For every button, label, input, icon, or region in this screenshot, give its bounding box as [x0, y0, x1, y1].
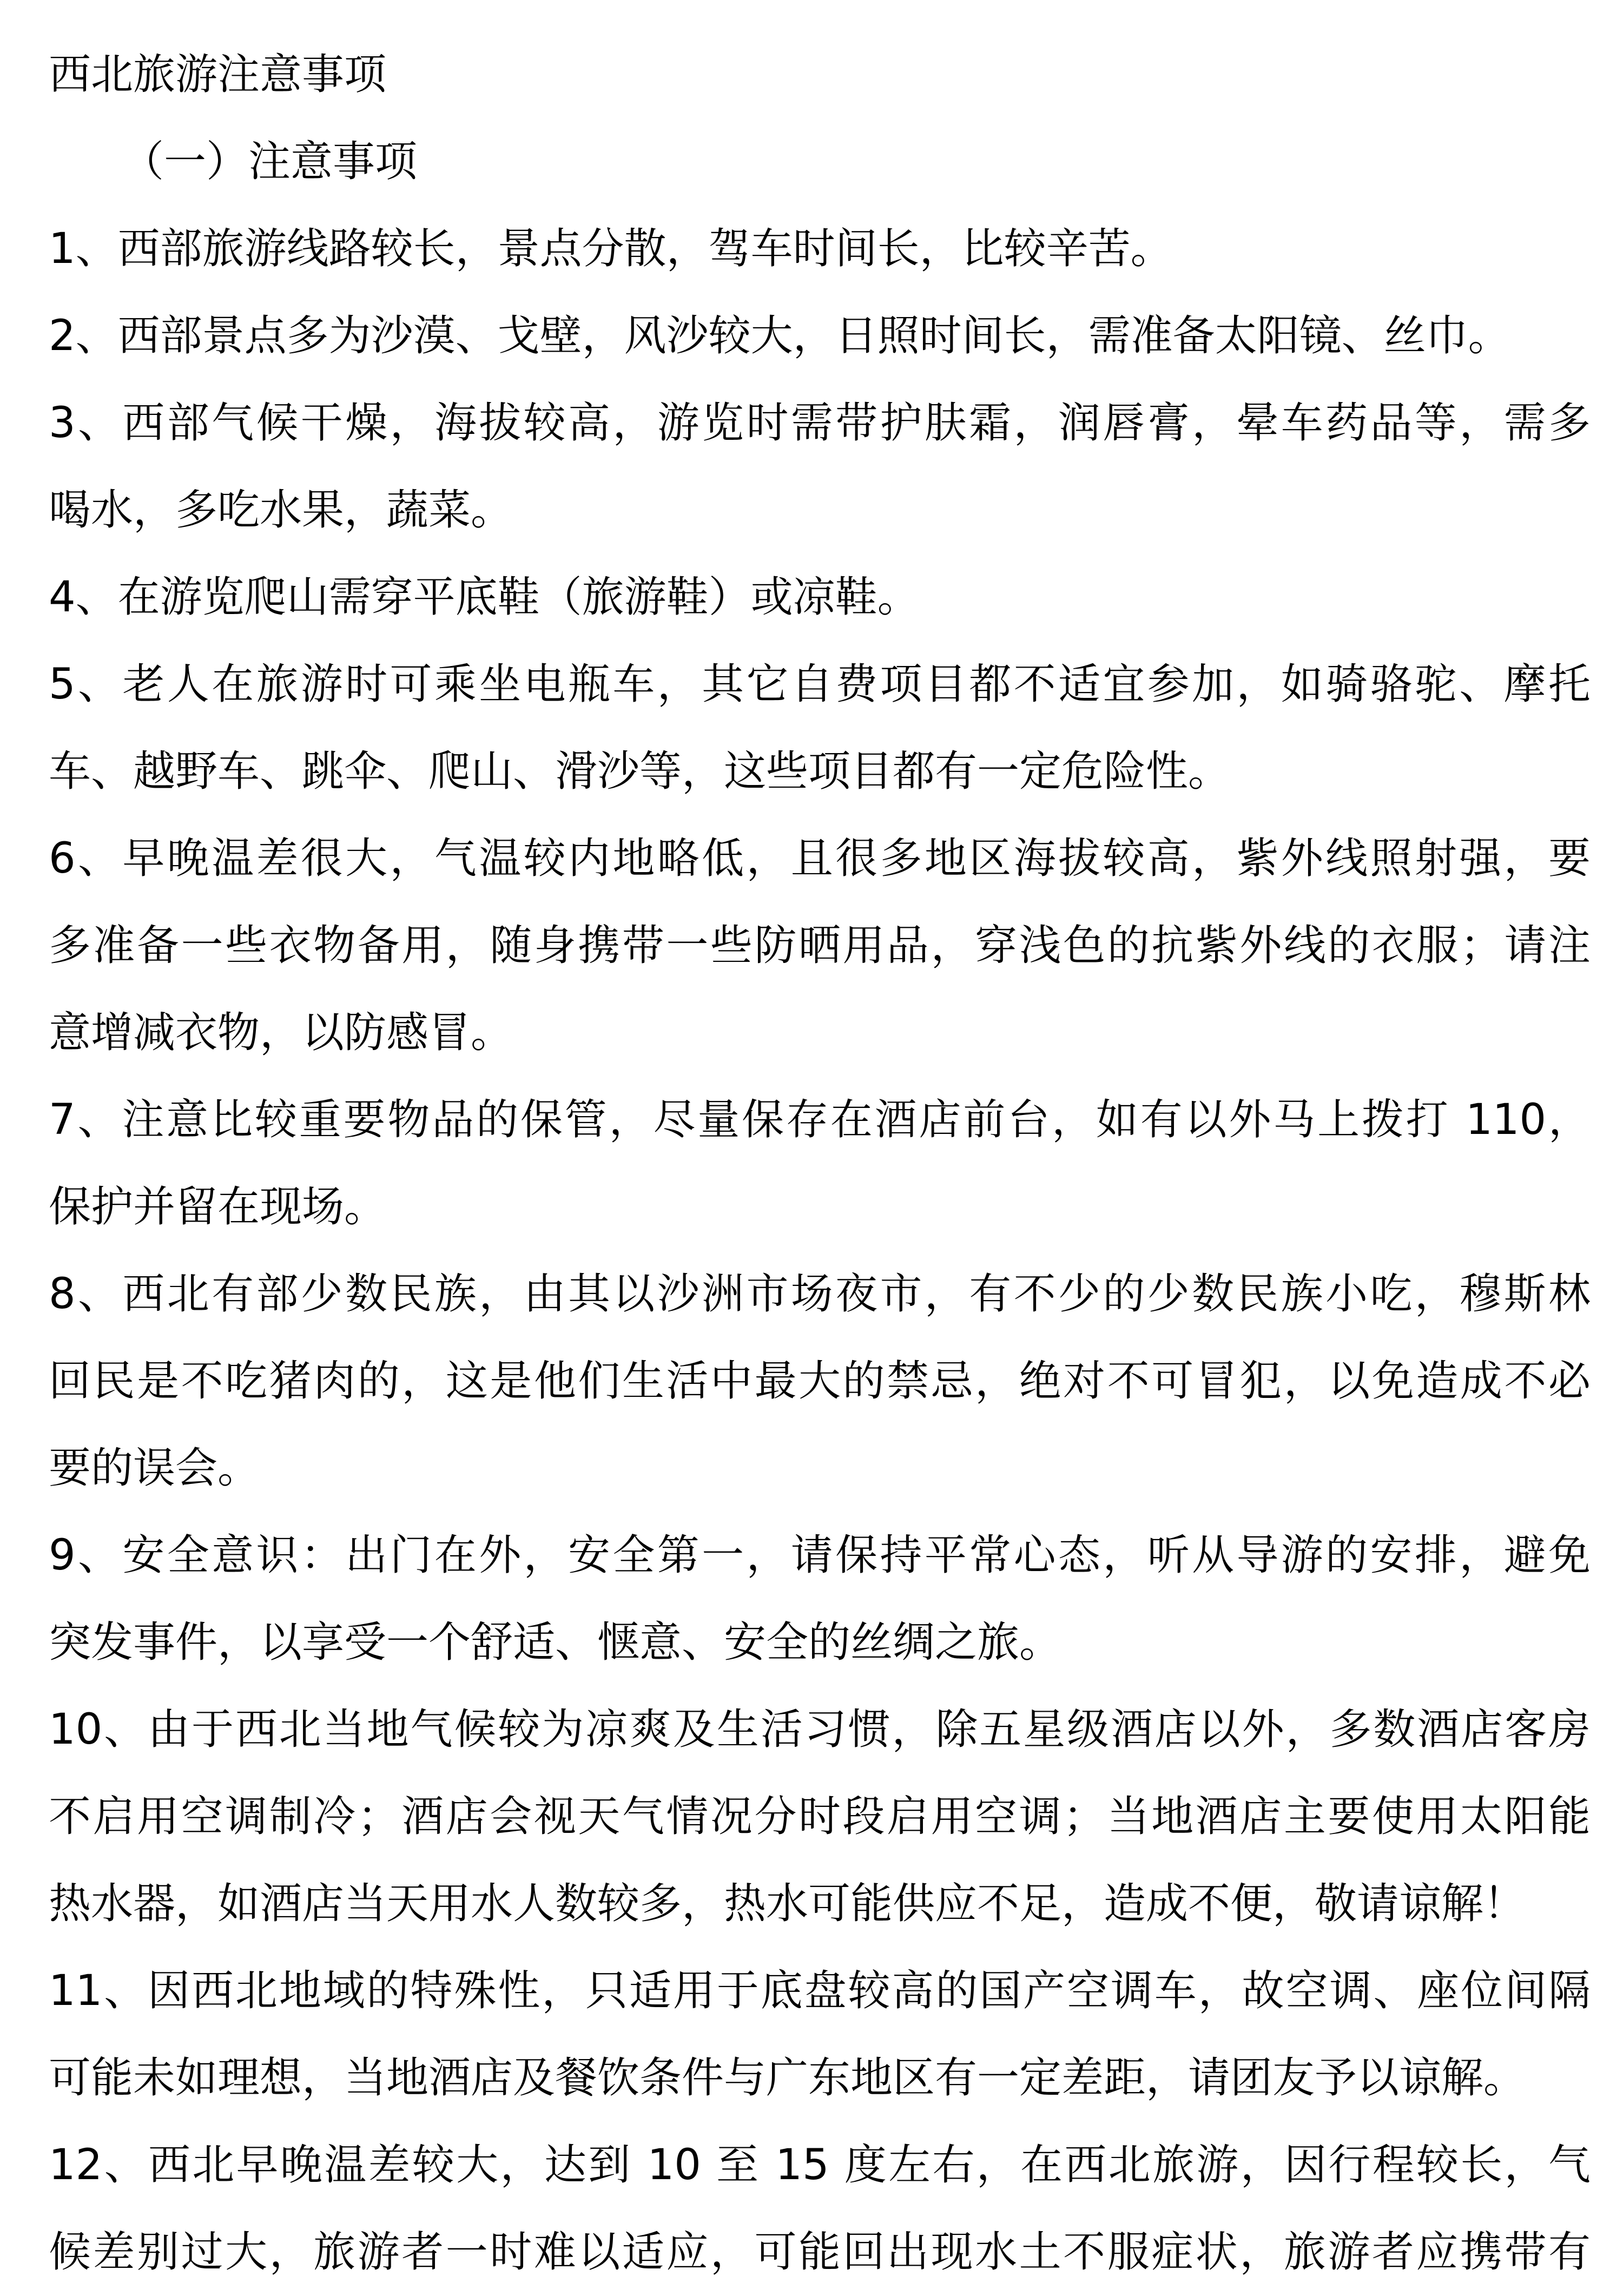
- notice-line: 1、西部旅游线路较长，景点分散，驾车时间长，比较辛苦。: [49, 225, 1173, 273]
- notice-item: [49, 554, 1591, 641]
- notice-line: 11、因西北地域的特殊性，只适用于底盘较高的国产空调车，故空调、座位间隔: [49, 1967, 1591, 2015]
- notice-line: 多准备一些衣物备用，随身携带一些防晒用品，穿浅色的抗紫外线的衣服；请注: [49, 921, 1591, 970]
- notice-item: [49, 815, 1591, 1077]
- section-heading: （一）注意事项: [122, 137, 418, 186]
- notice-line: 喝水，多吃水果，蔬菜。: [49, 486, 513, 535]
- notice-line: 5、老人在旅游时可乘坐电瓶车，其它自费项目都不适宜参加，如骑骆驼、摩托: [49, 660, 1591, 709]
- notice-line: 候差别过大，旅游者一时难以适应，可能回出现水土不服症状，旅游者应携带有: [49, 2228, 1591, 2277]
- notice-item: [49, 1512, 1591, 1686]
- notice-line: 车、越野车、跳伞、爬山、滑沙等，这些项目都有一定危险性。: [49, 747, 1231, 796]
- notice-line: 意增减衣物，以防感冒。: [49, 1008, 513, 1057]
- notice-line: 9、安全意识：出门在外，安全第一，请保持平常心态，听从导游的安排，避免: [49, 1531, 1591, 1580]
- notice-line: 回民是不吃猪肉的，这是他们生活中最大的禁忌，绝对不可冒犯，以免造成不必: [49, 1357, 1591, 1406]
- notice-item: [49, 1251, 1591, 1512]
- notice-line: 可能未如理想，当地酒店及餐饮条件与广东地区有一定差距，请团友予以谅解。: [49, 2054, 1526, 2102]
- notice-line: 保护并留在现场。: [49, 1183, 387, 1231]
- document-page: [49, 31, 1591, 2296]
- notice-line: 12、西北早晚温差较大，达到 10 至 15 度左右，在西北旅游，因行程较长，气: [49, 2141, 1591, 2189]
- notice-line: 2、西部景点多为沙漠、戈壁，风沙较大，日照时间长，需准备太阳镜、丝巾。: [49, 312, 1510, 360]
- notice-line: 不启用空调制冷；酒店会视天气情况分时段启用空调；当地酒店主要使用太阳能: [49, 1792, 1591, 1841]
- notice-list: [49, 206, 1591, 2296]
- notice-line: 要的误会。: [49, 1444, 260, 1493]
- document-title: 西北旅游注意事项: [49, 50, 387, 99]
- notice-item: [49, 2122, 1591, 2296]
- notice-line: 4、在游览爬山需穿平底鞋（旅游鞋）或凉鞋。: [49, 573, 920, 622]
- notice-item: [49, 1077, 1591, 1251]
- notice-line: 突发事件，以享受一个舒适、惬意、安全的丝绸之旅。: [49, 1618, 1062, 1667]
- notice-line: 10、由于西北当地气候较为凉爽及生活习惯，除五星级酒店以外，多数酒店客房: [49, 1705, 1591, 1754]
- notice-item: [49, 380, 1591, 554]
- notice-line: 8、西北有部少数民族，由其以沙洲市场夜市，有不少的少数民族小吃，穆斯林: [49, 1270, 1591, 1318]
- notice-item: [49, 1948, 1591, 2122]
- notice-line: 热水器，如酒店当天用水人数较多，热水可能供应不足，造成不便，敬请谅解！: [49, 1879, 1526, 1928]
- notice-line: 7、注意比较重要物品的保管，尽量保存在酒店前台，如有以外马上拨打 110，: [49, 1096, 1591, 1144]
- notice-item: [49, 1686, 1591, 1948]
- notice-line: 6、早晚温差很大，气温较内地略低，且很多地区海拔较高，紫外线照射强，要: [49, 834, 1591, 883]
- notice-item: [49, 293, 1591, 380]
- notice-item: [49, 206, 1591, 293]
- notice-item: [49, 641, 1591, 815]
- notice-line: 3、西部气候干燥，海拔较高，游览时需带护肤霜，润唇膏，晕车药品等，需多: [49, 399, 1591, 447]
